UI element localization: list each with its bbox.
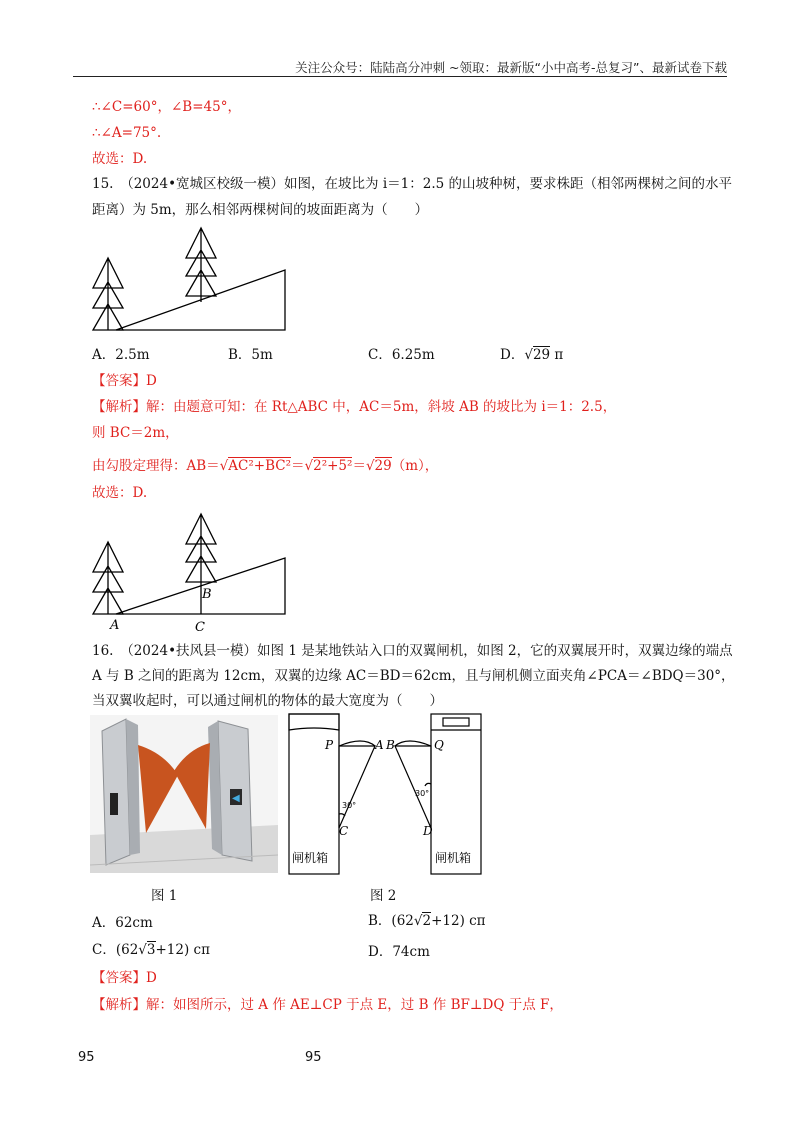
label-d: D [423, 824, 433, 838]
page-number-center: 95 [305, 1050, 322, 1065]
q16-stem-line-1: 16. （2024•扶风县一模）如图 1 是某地铁站入口的双翼闸机，如图 2，它的双翼展开时，双翼边缘的端点 [92, 643, 733, 659]
q16-answer: 【答案】D [92, 970, 157, 986]
q15-figure-slope [88, 222, 298, 337]
q16-option-a: A．62cm [92, 915, 153, 931]
q16-figure-1-photo [90, 715, 278, 873]
q15-option-c: C．6.25m [368, 347, 435, 363]
label-a: A [110, 618, 120, 633]
q15-stem-line-1: 15. （2024•宽城区校级一模）如图，在坡比为 i＝1：2.5 的山坡种树，要求株距（相邻两棵树之间的水平 [92, 176, 732, 192]
arrow-icon: ◀ [232, 793, 240, 804]
q15-option-d-suffix: π [554, 347, 564, 363]
q16-option-c-prefix: C． [92, 942, 116, 958]
gate-box-label-left: 闸机箱 [292, 851, 329, 865]
q15-answer: 【答案】D [92, 373, 157, 389]
q16-option-b [368, 911, 486, 931]
q15-option-b: B．5m [228, 347, 273, 363]
header-rule [73, 76, 727, 77]
q16-option-c [92, 940, 210, 960]
q16-fig1-caption: 图 1 [151, 888, 178, 904]
q15-pythag-prefix: 由勾股定理得：AB＝ [92, 458, 220, 474]
q16-analysis-line-1: 【解析】解：如图所示，过 A 作 AE⊥CP 于点 E，过 B 作 BF⊥DQ 于点 F， [92, 997, 563, 1013]
label-b: B [386, 738, 395, 752]
q15-pythag-rad-2: 2²+5² [313, 458, 353, 474]
q16-option-c-expr-left: (62 [115, 942, 139, 958]
q16-stem-line-3: 当双翼收起时，可以通过闸机的物体的最大宽度为（ ） [92, 693, 443, 709]
q15-option-d-radicand: 29 [532, 347, 551, 363]
angle-label-left: 30° [342, 801, 357, 810]
q15-option-a: A．2.5m [92, 347, 150, 363]
q16-stem-line-2: A 与 B 之间的距离为 12cm，双翼的边缘 AC＝BD＝62cm，且与闸机侧立面夹角∠PCA＝∠BDQ＝30°， [92, 668, 735, 684]
q16-option-c-radicand: 3 [146, 942, 156, 958]
sqrt-sign: √ [413, 913, 423, 929]
q16-option-d: D．74cm [368, 944, 430, 960]
page-header: 关注公众号：陆陆高分冲刺 ~领取：最新版“小中高考-总复习”、最新试卷下载 [295, 60, 727, 75]
gate-box-label-right: 闸机箱 [435, 851, 472, 865]
q16-option-b-expr-left: (62 [391, 913, 414, 929]
q16-option-c-expr-right: +12) cπ [155, 942, 210, 958]
q15-pythag-rad-1: AC²+BC² [228, 458, 291, 474]
prev-line-3: 故选：D. [92, 151, 148, 167]
q15-figure-solution [88, 508, 298, 636]
sqrt-sign: √ [138, 942, 147, 958]
sqrt-sign: √ [219, 458, 229, 474]
q16-figure-2-diagram [285, 712, 485, 880]
q15-analysis-line-1: 【解析】解：由题意可知：在 Rt△ABC 中，AC＝5m，斜坡 AB 的坡比为 i＝1：2.5， [92, 399, 617, 415]
q15-option-d-prefix: D． [500, 347, 525, 363]
q15-pythag-rad-3: 29 [374, 458, 392, 474]
label-c: C [339, 824, 349, 838]
q16-fig2-caption: 图 2 [370, 888, 397, 904]
label-q: Q [434, 738, 444, 752]
q15-analysis-line-4: 故选：D. [92, 485, 148, 501]
q15-stem-line-2: 距离）为 5m，那么相邻两棵树间的坡面距离为（ ） [92, 202, 429, 218]
angle-label-right: 30° [415, 789, 430, 798]
q15-analysis-line-2: 则 BC＝2m， [92, 425, 179, 441]
prev-line-2: ∴∠A=75°. [92, 125, 162, 141]
q16-option-b-prefix: B． [368, 913, 392, 929]
sqrt-sign: √ [365, 458, 375, 474]
q16-option-b-radicand: 2 [422, 913, 432, 929]
page-number-left: 95 [78, 1050, 95, 1065]
sqrt-sign: √ [524, 347, 533, 363]
sqrt-sign: √ [304, 458, 314, 474]
prev-line-1: ∴∠C=60°，∠B=45°， [92, 99, 241, 115]
label-a: A [375, 738, 384, 752]
q15-option-d [500, 345, 563, 365]
q15-pythag-suffix: （m）， [391, 458, 439, 474]
label-b: B [202, 587, 212, 602]
label-c: C [195, 620, 205, 635]
q15-analysis-line-3: 由勾股定理得：AB＝√AC²+BC²＝√2²+5²＝√29（m）， [92, 458, 439, 474]
q16-option-b-expr-right: +12) cπ [431, 913, 486, 929]
label-p: P [325, 738, 334, 752]
